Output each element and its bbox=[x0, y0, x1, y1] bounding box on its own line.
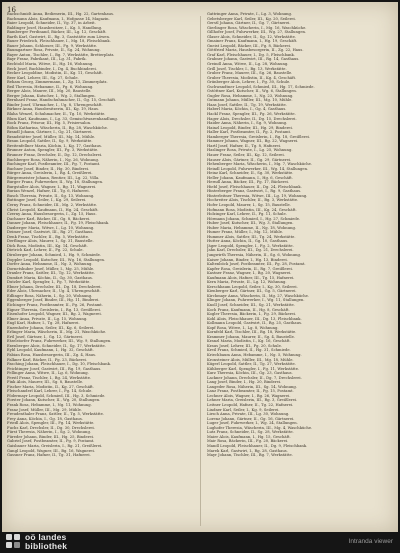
directory-entry: Daxberger Maria, Witwe, I., Lg. 10, Wohnung. bbox=[7, 225, 95, 230]
directory-entry: Burger Franz, Fuhrwerker, II., Wg. 18, Stallungen. bbox=[7, 180, 104, 185]
directory-entry: Hammer Johann, Wagner, III., Bg. 22, Wagnerei. bbox=[207, 139, 299, 144]
directory-entry: Bamberger Ferdinand, Bäcker, III., Lg. 12, Geschäft. bbox=[7, 30, 107, 35]
directory-entry: Füreder Johann, Binder, III., Hg. 25, Binderei. bbox=[7, 434, 95, 439]
directory-entry: Bernhard Franz, Handschuhmacher, II., Gg. 15, Geschäft. bbox=[7, 98, 117, 103]
directory-entry: Eisenhofer Leopold, Wagner, III., Bg. 2, Wagnerei. bbox=[7, 312, 102, 317]
directory-entry: Gaisbauer Maria, Greislerin, I., Rg. 21, Greißlerei. bbox=[7, 443, 103, 448]
directory-entry: Deimer Josef, Gastwirt, III., Rg. 27, Gasthaus. bbox=[7, 230, 94, 235]
directory-entry: Beck Josef, Buchbinder, I., Dg. 4, Buchbinderei. bbox=[7, 66, 97, 71]
text-column-right bbox=[207, 12, 390, 528]
directory-entry: Bürgermeister Johann, Rentier, III., Lg. 22, Villa. bbox=[7, 175, 100, 180]
directory-entry: Lechner Alois, Wagner, I., Bg. 26, Wagnerei. bbox=[207, 393, 291, 398]
directory-entry: Czerny Anna, Hausbesorgerin, I., Zg. 15, Haus. bbox=[7, 212, 97, 217]
directory-entry: Lirsch Anna, Private, III., Lg. 30, Wohnung. bbox=[207, 412, 290, 417]
directory-entry: Denk Franz, Tischler, II., Bg. 5, Werkstätte. bbox=[7, 234, 90, 239]
directory-entry: Lorenz Johann, Gärtner, II., Gg. 16, Gärtnerei. bbox=[207, 416, 295, 421]
directory-entry: Dutzler Karl, Spengler, I., Fg. 7, Werkstätte. bbox=[7, 280, 91, 285]
directory-entry: Baumgartner Rosa, Private, II., Sg. 24, Wohnung. bbox=[7, 48, 101, 53]
directory-entry: Gmainer Franz, Kaufmann, I., Hg. 19, Geschäft. bbox=[207, 39, 298, 44]
directory-entry: Hehenberger Maria, Wäscherin, I., Mg. 7, Waschküche. bbox=[207, 162, 313, 167]
intranda-viewer-link[interactable]: Intranda viewer bbox=[348, 538, 393, 545]
directory-entry: Koch Franz, Kaufmann, II., Hg. 8, Geschäft. bbox=[207, 307, 290, 312]
directory-entry: Eder Alois, Uhrmacher, II., Ug. 4, Uhrengeschäft. bbox=[7, 289, 101, 294]
directory-entry: Kapfer Rosa, Greislerin, II., Rg. 7, Greißlerei. bbox=[207, 266, 293, 271]
directory-entry: Födermayr Leopold, Schmied, III., Hg. 3, Schmiede. bbox=[7, 393, 106, 398]
directory-entry: Ebner Johann, Drechsler, III., Dg. 18, Drechslerei. bbox=[7, 284, 102, 289]
directory-entry: Buchinger Karl, Postbeamter, III., Pg. 7, Postamt. bbox=[7, 162, 101, 167]
column-divider bbox=[200, 16, 201, 526]
directory-entry: Hiebl Josef, Fleischhauer, II., Dg. 24, Fleischbank. bbox=[207, 184, 302, 189]
logo-line-1: oö landes bbox=[25, 532, 67, 542]
directory-entry: Brunner Anton, Spengler, III., Fg. 3, Werkstätte. bbox=[7, 148, 99, 153]
directory-entry: Grünberger Alois, Lehrer, I., Pg. 30, Schule. bbox=[207, 80, 291, 85]
directory-entry: Hamberger Theresia, Greislerin, I., Rg. 18, Greißlerei. bbox=[207, 134, 311, 139]
directory-entry: Lutz Franz, Schneider, II., Sg. 28, Werkstätte. bbox=[207, 430, 294, 435]
directory-entry: Friedl Alois, Spengler, III., Fg. 14, Werkstätte. bbox=[7, 421, 95, 426]
directory-entry: Eichinger Franz, Postbeamter, II., Pg. 26, Postamt. bbox=[7, 303, 103, 307]
directory-entry: Burian Wenzel, Hafner, III., Tg. 6, Hafnerei. bbox=[7, 189, 90, 194]
directory-entry: Bauer Johann, Schlosser, III., Fg. 9, Werkstätte. bbox=[7, 43, 98, 48]
directory-entry: Dirnberger Johann, Schmied, I., Hg. 9, Schmiede. bbox=[7, 252, 102, 257]
directory-entry: Dietrich Karl, Lehrer, II., Pg. 22, Schule. bbox=[7, 248, 84, 253]
directory-entry: Gattringer Anna, Private, I., Lg. 3, Wohnung. bbox=[207, 12, 293, 16]
directory-entry: Kirchmayr Anna, Wäscherin, II., Mg. 27, Waschküche. bbox=[207, 293, 310, 298]
directory-entry: Luger Josef, Fuhrwerker, I., Wg. 24, Stallungen. bbox=[207, 421, 298, 426]
directory-entry: Barth Karl, Gastwirt, II., Rg. 3, Gaststätte zum Löwen. bbox=[7, 34, 111, 39]
directory-entry: Fasching Johann, Fleischhauer, I., Dg. 10, Fleischbank. bbox=[7, 362, 112, 367]
directory-entry: Kastner Franz, Wagner, I., Bg. 20, Wagnerei. bbox=[207, 271, 292, 276]
directory-entry: Hörmann Johann, Schmied, I., Hg. 27, Schmiede. bbox=[207, 216, 301, 221]
directory-entry: Kronsteiner Alois, Müller, III., Mg. 18, Mühle. bbox=[207, 357, 294, 362]
directory-entry: Marek Karl, Gastwirt, I., Rg. 28, Gasthaus. bbox=[207, 448, 288, 453]
text-column-left bbox=[7, 12, 190, 528]
directory-entry: Langeder Rosa, Näherin, III., Sg. 14, Wohnung. bbox=[207, 384, 297, 389]
directory-entry: Kerschbaum Leopold, Seiler, I., Kg. 30, Seilerei. bbox=[207, 284, 298, 289]
directory-entry: Gruber Franz, Maurer, III., Sg. 26, Baustelle. bbox=[207, 71, 293, 76]
directory-entry: Gstöttner Karl, Kutscher, II., Wg. 6, Stallungen. bbox=[207, 89, 297, 94]
directory-entry: Kaltenböck Josef, Postbeamter, III., Pg. 28, Postamt. bbox=[207, 262, 306, 267]
directory-entry: Huber Josef, Kutscher, III., Wg. 3, Stallungen. bbox=[207, 221, 294, 226]
directory-entry: Kranzl Maria, Modistin, I., Kg. 16, Geschäft. bbox=[207, 339, 291, 344]
directory-entry: Gillhofer Josef, Fuhrwerker, III., Wg. 27, Stallungen. bbox=[207, 30, 307, 35]
page-number: 16 bbox=[7, 6, 16, 14]
directory-entry: Hartl Josef, Hafner, II., Tg. 8, Hafnerei. bbox=[207, 143, 282, 148]
directory-entry: Kaiser Johann, Binder, I., Hg. 13, Binderei. bbox=[207, 257, 288, 262]
directory-entry: Haberl Maria, Köchin, I., Gg. 4, Gasthaus. bbox=[207, 107, 287, 112]
directory-entry: Leitner Leopold, Hafner, II., Tg. 22, Hafnerei. bbox=[207, 403, 294, 408]
directory-entry: Ertl Josef, Gärtner, I., Gg. 12, Gärtnerei. bbox=[7, 334, 84, 339]
directory-entry: Baier Leopold, Schneider, II., Vg. 37, in Arbeit. bbox=[7, 21, 96, 26]
directory-entry: Kopf Rosa, Witwe, I., Lg. 8, Wohnung. bbox=[207, 325, 279, 330]
directory-entry: Lackner Johann, Drechsler, II., Dg. 7, Drechslerei. bbox=[207, 375, 302, 380]
directory-entry: Elmer Anna, Private, II., Lg. 15, Wohnung. bbox=[7, 316, 88, 321]
directory-entry: Bürger Anna, Greislerin, I., Rg. 4, Greißlerei. bbox=[7, 171, 93, 176]
directory-entry: Lughofer Theresia, Wäscherin, III., Mg. 4, Waschküche. bbox=[207, 425, 313, 430]
directory-entry: Brandl Johann, Gärtner, I., Gg. 21, Gärtnerei. bbox=[7, 130, 93, 135]
directory-entry: Haas Josef, Sattler, II., Tg. 19, Werkstätte. bbox=[207, 102, 287, 107]
directory-entry: Gschwandtner Leopold, Schmied, III., Hg. 17, Schmiede. bbox=[207, 84, 315, 89]
directory-entry: Kienberger Karl, Gärtner, III., Gg. 5, Gärtnerei. bbox=[207, 289, 297, 294]
directory-entry: Dick Rosa, Modistin, III., Kg. 14, Geschäft. bbox=[7, 243, 88, 248]
directory-entry: Ferstl Franz, Tischler, I., Bg. 24, Werkstätte. bbox=[7, 375, 92, 380]
directory-entry: Bayr Franz, Fabrikant, III., Lg. 31, Fabrik. bbox=[7, 57, 87, 62]
directory-entry: Kern Maria, Private, II., Lg. 12, Wohnung. bbox=[207, 280, 287, 285]
library-logo-icon bbox=[6, 534, 22, 550]
directory-entry: Berger Alois, Maurer, III., Mg. 20, Baustelle. bbox=[7, 89, 92, 94]
directory-entry: Gugler Rosa, Hebamme, I., Ng. 23, Wohnung. bbox=[207, 93, 294, 98]
directory-entry: Buchberger Rosa, Näherin, I., Ng. 26, Wohnung. bbox=[7, 157, 100, 162]
directory-entry: Hainzl Leopold, Binder, III., Hg. 29, Binderei. bbox=[207, 125, 293, 130]
directory-entry: Blum Karl, Kaufmann, I., Lg. 33, Gemischtwarenhandlung. bbox=[7, 116, 118, 121]
directory-entry: Bock Franz, Friseur, III., Hg. 5, Frisiersalon. bbox=[7, 121, 92, 126]
directory-entry: Frey Anna, Köchin, I., Gg. 18, Gasthaus. bbox=[7, 416, 83, 421]
directory-entry: Birkner Anna, Hausbesitzerin, III., Kg. 19, Haus. bbox=[7, 107, 100, 112]
directory-entry: Dorfer Anna, Hebamme, II., Ng. 3, Wohnung. bbox=[7, 262, 93, 267]
directory-entry: Lang Josef, Binder, I., Hg. 20, Binderei. bbox=[207, 380, 282, 385]
directory-entry: Fuchs Karl, Drechsler, II., Dg. 30, Drechslerei. bbox=[7, 425, 95, 430]
directory-entry: Hackl Franz, Spengler, III., Fg. 26, Werkstätte. bbox=[207, 112, 296, 117]
directory-entry: Kreil Franz, Schmied, II., Hg. 31, Schmiede. bbox=[207, 348, 291, 353]
directory-entry: Hauser Alois, Gärtner, II., Gg. 29, Gärtnerei. bbox=[207, 157, 292, 162]
directory-entry: Christ Leopold, Kaufmann, II., Hg. 24, Geschäft. bbox=[7, 207, 99, 212]
directory-entry: Mayr Johann, Tischler, III., Bg. 7, Werkstätte. bbox=[207, 453, 293, 458]
directory-entry: Mandl Leopold, Fleischhauer, II., Dg. 9, Fleischbank. bbox=[207, 443, 308, 448]
directory-entry: Baldinger Josef, Hausbesitzer, I., Kg. 5, Handlung. bbox=[7, 25, 103, 30]
directory-entry: Blaha Wenzel, Schuhmacher, II., Tg. 10, Werkstätte. bbox=[7, 112, 106, 117]
directory-entry: Kohl Alois, Fleischhauer, III., Dg. 13, Fleischbank. bbox=[207, 316, 302, 321]
directory-entry: Falkner Karl, Bäcker, II., Fg. 23, Bäckerei. bbox=[7, 357, 88, 362]
directory-entry: Derflinger Alois, Maurer, I., Sg. 31, Baustelle. bbox=[7, 239, 94, 244]
directory-entry: Beil Theresia, Hebamme, II., Pg. 6, Wohnung. bbox=[7, 84, 94, 89]
directory-entry: Lehner Maria, Greislerin, III., Rg. 3, Greißlerei. bbox=[207, 398, 298, 403]
directory-entry: Krammer Johann, Maurer, II., Sg. 4, Baustelle. bbox=[207, 334, 296, 339]
directory-entry: Hager Alois, Drechsler, II., Dg. 15, Drechslerei. bbox=[207, 116, 297, 121]
directory-entry: Kaufmann Alois, Hafner, III., Tg. 15, Hafnerei. bbox=[207, 275, 295, 280]
directory-entry: Bachmann Alois, Kaufmann, I., Hofgasse 14, Magazin. bbox=[7, 16, 110, 21]
directory-entry: Haslinger Rosa, Private, I., Lg. 25, Wohnung. bbox=[207, 148, 293, 153]
directory-entry: Klinger Johann, Fuhrwerker, I., Wg. 11, Stallungen. bbox=[207, 298, 305, 303]
directory-entry: Bayer Anton, Tischler, I., Bg. 7, Werkstätte, Bretterplatz. bbox=[7, 52, 115, 57]
directory-entry: Hutter Anna, Köchin, II., Gg. 10, Gasthaus. bbox=[207, 239, 289, 244]
directory-entry: Kollmann Leopold, Gastwirt, II., Rg. 25, Gasthaus. bbox=[207, 321, 303, 326]
directory-entry: Doppler Leopold, Kutscher, III., Wg. 16, Stallungen. bbox=[7, 257, 106, 262]
directory-entry: Haller Karl, Postbeamter, II., Pg. 2, Postamt. bbox=[207, 130, 292, 135]
directory-entry: Heindl Leopold, Fuhrwerker, III., Wg. 14, Stallungen. bbox=[207, 166, 309, 171]
directory-entry: Buttinger Josef, Seiler, I., Kg. 29, Seilerei. bbox=[7, 198, 87, 203]
directory-entry: Kurz Theresia, Köchin, III., Gg. 23, Gasthaus. bbox=[207, 371, 293, 376]
directory-entry: Freudenthaler Franz, Sattler, II., Tg. 5, Werkstätte. bbox=[7, 412, 104, 417]
directory-entry: Becker Leopoldine, Modistin, II., Kg. 11, Geschäft. bbox=[7, 71, 103, 76]
directory-entry: Fleischanderl Karl, Lehrer, I., Pg. 14, Schule. bbox=[7, 389, 93, 394]
directory-entry: Cerny Franz, Schneider, III., Mg. 2, Werkstätte. bbox=[7, 202, 98, 207]
directory-entry: Eybl Leopold, Kaufmann, I., Hg. 32, Geschäft. bbox=[7, 348, 94, 353]
directory-entry: Eggenberger Josef, Binder, III., Hg. 11, Binderei. bbox=[7, 298, 100, 303]
directory-entry: Maier Alois, Kaufmann, I., Hg. 15, Geschäft. bbox=[207, 434, 291, 439]
directory-entry: Franz Josef, Müller, III., Mg. 29, Mühle. bbox=[7, 407, 83, 412]
directory-entry: Etzelstorfer Franz, Fuhrwerker, III., Wg. 9, Stallungen. bbox=[7, 339, 112, 344]
directory-entry: Eigner Theresia, Greislerin, I., Rg. 13, Greißlerei. bbox=[7, 307, 102, 312]
directory-entry: Frank Rosa, Hebamme, I., Ng. 11, Wohnung. bbox=[7, 403, 92, 408]
directory-entry: Gangl Leopold, Wagner, III., Bg. 16, Wagnerei. bbox=[7, 448, 95, 453]
directory-entry: Enzenhofer Johann, Seiler, III., Kg. 6, Seilerei. bbox=[7, 325, 95, 330]
directory-entry: Huber Maria, Hebamme, II., Ng. 18, Wohnung. bbox=[207, 225, 297, 230]
viewer-footer bbox=[0, 532, 400, 553]
directory-entry: Burgstaller Alois, Wagner, I., Bg. 11, Wagnerei. bbox=[7, 184, 97, 189]
directory-entry: Forster Johann, Kutscher, II., Wg. 20, Stallungen. bbox=[7, 398, 101, 403]
directory-entry: Kühberger Karl, Spengler, I., Fg. 11, Werkstätte. bbox=[207, 366, 300, 371]
directory-entry: Hochreiter Alois, Tischler, II., Bg. 3, Werkstätte. bbox=[207, 198, 299, 203]
scanned-page bbox=[2, 2, 398, 532]
logo-line-2: bibliothek bbox=[25, 540, 68, 551]
directory-entry: Danner Johann, Fleischhauer, II., Fg. 19, Fleischbank. bbox=[7, 221, 110, 226]
directory-entry: Busch Theresia, Private, II., Sg. 13, Wohnung. bbox=[7, 193, 95, 198]
directory-entry: Binder Josef, Uhrmacher, I., Ug. 8, Uhrengeschäft. bbox=[7, 102, 103, 107]
directory-entry: Kornfeld Karl, Tischler, III., Bg. 18, Werkstätte. bbox=[207, 330, 297, 335]
directory-entry: Haider Anna, Näherin, I., Sg. 9, Wohnung. bbox=[207, 121, 288, 126]
directory-entry: Fink Alois, Maurer, III., Sg. 8, Baustelle. bbox=[7, 380, 84, 385]
directory-entry: Glaser Alois, Schneider, II., Sg. 12, Werkstätte. bbox=[207, 34, 296, 39]
directory-entry: Gassner Franz, Hafner, II., Tg. 31, Hafnerei. bbox=[7, 453, 91, 458]
directory-entry: Böhm Katharina, Wäscherin, II., Bg. 28, Waschküche. bbox=[7, 125, 108, 130]
directory-entry: Bechtold Maria, Witwe, II., Hg. 16, Wohnung. bbox=[7, 62, 94, 67]
directory-entry: Dachauer Karl, Bäcker, III., Gg. 8, Bäckerei. bbox=[7, 216, 91, 221]
directory-entry: Hofmann Rosa, Modistin, III., Kg. 24, Geschäft. bbox=[207, 207, 297, 212]
directory-entry: Fürst Theresia, Näherin, I., Sg. 2, Wohnung. bbox=[7, 430, 92, 435]
directory-entry: Heinz Karl, Schneider, II., Sg. 30, Werkstätte. bbox=[207, 171, 294, 176]
directory-entry: Lindner Karl, Seiler, I., Kg. 9, Seilerei. bbox=[207, 407, 280, 412]
directory-entry: Grill Josef, Tischler, I., Bg. 13, Werkstätte. bbox=[207, 66, 287, 71]
directory-entry: Hauer Franz, Seiler, III., Kg. 12, Seilerei. bbox=[207, 152, 285, 157]
directory-entry: Holzinger Karl, Lehrer, II., Pg. 11, Schule. bbox=[207, 212, 287, 217]
directory-entry: Gabriel Josef, Postbeamter, II., Pg. 9, Postamt. bbox=[7, 439, 95, 444]
directory-entry: Göttfried Maria, Hausbesorgerin, II., Zg. 22, Haus. bbox=[207, 48, 304, 53]
directory-entry: Jäger Leopold, Spengler, I., Fg. 2, Werkstätte. bbox=[207, 243, 294, 248]
library-logo[interactable] bbox=[6, 533, 67, 550]
directory-entry: Gruber Theresia, Modistin, II., Kg. 4, Geschäft. bbox=[207, 75, 297, 80]
library-logo-text bbox=[25, 533, 67, 550]
directory-entry: Buchner Josef, Binder, II., Hg. 30, Binderei. bbox=[7, 166, 90, 171]
directory-entry: Heller Johann, Kaufmann, I., Hg. 6, Geschäft. bbox=[207, 175, 293, 180]
directory-entry: Kügerl Leopold, Sattler, II., Tg. 27, Werkstätte. bbox=[207, 362, 296, 367]
directory-entry: Graf Karl, Fleischhauer, I., Dg. 5, Fleischbank. bbox=[207, 52, 296, 57]
directory-entry: Gutmann Johann, Müller, III., Mg. 10, Mühle. bbox=[207, 98, 293, 103]
directory-entry: Dornetshuber Josef, Müller, I., Mg. 25, Mühle. bbox=[7, 266, 95, 271]
directory-entry: Beham Georg, Zimmermann, I., Zg. 13, Zimmerplatz. bbox=[7, 80, 108, 85]
directory-entry: Hinterberger Franz, Gastwirt, I., Rg. 9, Gasthaus. bbox=[207, 189, 302, 194]
directory-entry: Fellinger Anna, Witwe, II., Lg. 6, Wohnung. bbox=[7, 371, 89, 376]
directory-entry: Mair Rosa, Bäckerin, III., Fg. 20, Bäckerei. bbox=[207, 439, 289, 444]
directory-entry: Brunner Franz, Drechsler, II., Dg. 12, Drechslerei. bbox=[7, 152, 103, 157]
directory-entry: Gneist Leopold, Bäcker, III., Fg. 8, Bäckerei. bbox=[207, 43, 292, 48]
directory-entry: Kogler Theresia, Bäckerin, I., Fg. 29, Bäckerei. bbox=[207, 312, 297, 317]
directory-entry: Fischer Maria, Modistin, II., Kg. 27, Geschäft. bbox=[7, 384, 94, 389]
directory-entry: Dumfart Maria, Köchin, II., Gg. 30, Gasthaus. bbox=[7, 275, 94, 280]
directory-entry: Berger Johann, Kutscher, I., Wg. 2, Stallungen. bbox=[7, 93, 96, 98]
directory-entry: Lanz Franz, Postbeamter, II., Pg. 15, Postamt. bbox=[207, 389, 294, 394]
directory-entry: Gebetsberger Karl, Seiler, III., Kg. 20, Seilerei. bbox=[207, 16, 296, 21]
directory-entry: Breitenfellner Maria, Köchin, I., Kg. 17, Gasthaus. bbox=[7, 143, 102, 148]
directory-entry: Braun Leopold, Sattler, II., Sg. 9, Werkstätte. bbox=[7, 139, 93, 144]
directory-entry: Jungwirth Theresia, Näherin, II., Sg. 6, Wohnung. bbox=[207, 252, 302, 257]
directory-entry: Bachschmidt Anna, Bedienerin, III., Hg. 22, Gartenhaus. bbox=[7, 12, 115, 16]
directory-entry: Gierlinger Rosa, Wäscherin, I., Mg. 16, Waschküche. bbox=[207, 25, 307, 30]
directory-entry: Fabian Rosa, Hausbesorgerin, III., Zg. 4, Haus. bbox=[7, 353, 97, 358]
directory-entry: Engl Karl, Hafner, I., Tg. 28, Hafnerei. bbox=[7, 321, 80, 326]
directory-entry: Beer Karl, Lehrer, III., Sg. 27, Schule. bbox=[7, 75, 79, 80]
directory-entry: Hinterleitner Theresia, Witwe, III., Lg. 19, Wohnung. bbox=[207, 193, 308, 198]
directory-entry: Greindl Anna, Witwe, II., Lg. 28, Wohnung. bbox=[207, 62, 289, 67]
directory-entry: Feichtinger Josef, Gastwirt, III., Rg. 19, Gasthaus. bbox=[7, 366, 102, 371]
directory-entry: Gerstl Johann, Gärtner, II., Gg. 7, Gärtnerei. bbox=[207, 21, 291, 26]
directory-entry: Kraus Josef, Lehrer, III., Pg. 20, Schule. bbox=[207, 343, 282, 348]
directory-entry: Knoll Josef, Schneider, III., Sg. 21, Werkstätte. bbox=[207, 303, 295, 307]
directory-entry: Kriechbaum Anna, Hebamme, I., Ng. 5, Wohnung. bbox=[207, 353, 302, 358]
directory-entry: Grabner Johann, Gastwirt, III., Rg. 14, Gasthaus. bbox=[207, 57, 300, 62]
directory-entry: Hofer Leopold, Maurer, I., Sg. 15, Baustelle. bbox=[207, 202, 291, 207]
directory-entry: Herndl Anna, Bäcker, III., Fg. 17, Bäckerei. bbox=[207, 180, 290, 185]
directory-entry: Hummer Alois, Sattler, III., Tg. 24, Werkstätte. bbox=[207, 234, 296, 239]
directory-entry: Brandstätter Josef, Müller, III., Mg. 14, Mühle. bbox=[7, 134, 96, 139]
directory-entry: Bauer Friedrich, Fleischhauer, I., Mg. 18, Fleischbank. bbox=[7, 39, 111, 44]
directory-entry: Exenberger Alois, Schneider, II., Sg. 17, Werkstätte. bbox=[7, 343, 106, 348]
directory-entry: Erlinger Maria, Wäscherin, II., Mg. 21, Waschküche. bbox=[7, 330, 107, 335]
directory-entry: Humer Franz, Müller, I., Mg. 12, Mühle. bbox=[207, 230, 284, 235]
directory-entry: Draxler Franz, Sattler, III., Tg. 12, Werkstätte. bbox=[7, 271, 95, 276]
directory-entry: Edlinger Rosa, Näherin, I., Sg. 20, Wohnung. bbox=[7, 293, 93, 298]
directory-entry: Jahn Karl, Drechsler, III., Dg. 21, Drechslerei. bbox=[207, 248, 294, 253]
